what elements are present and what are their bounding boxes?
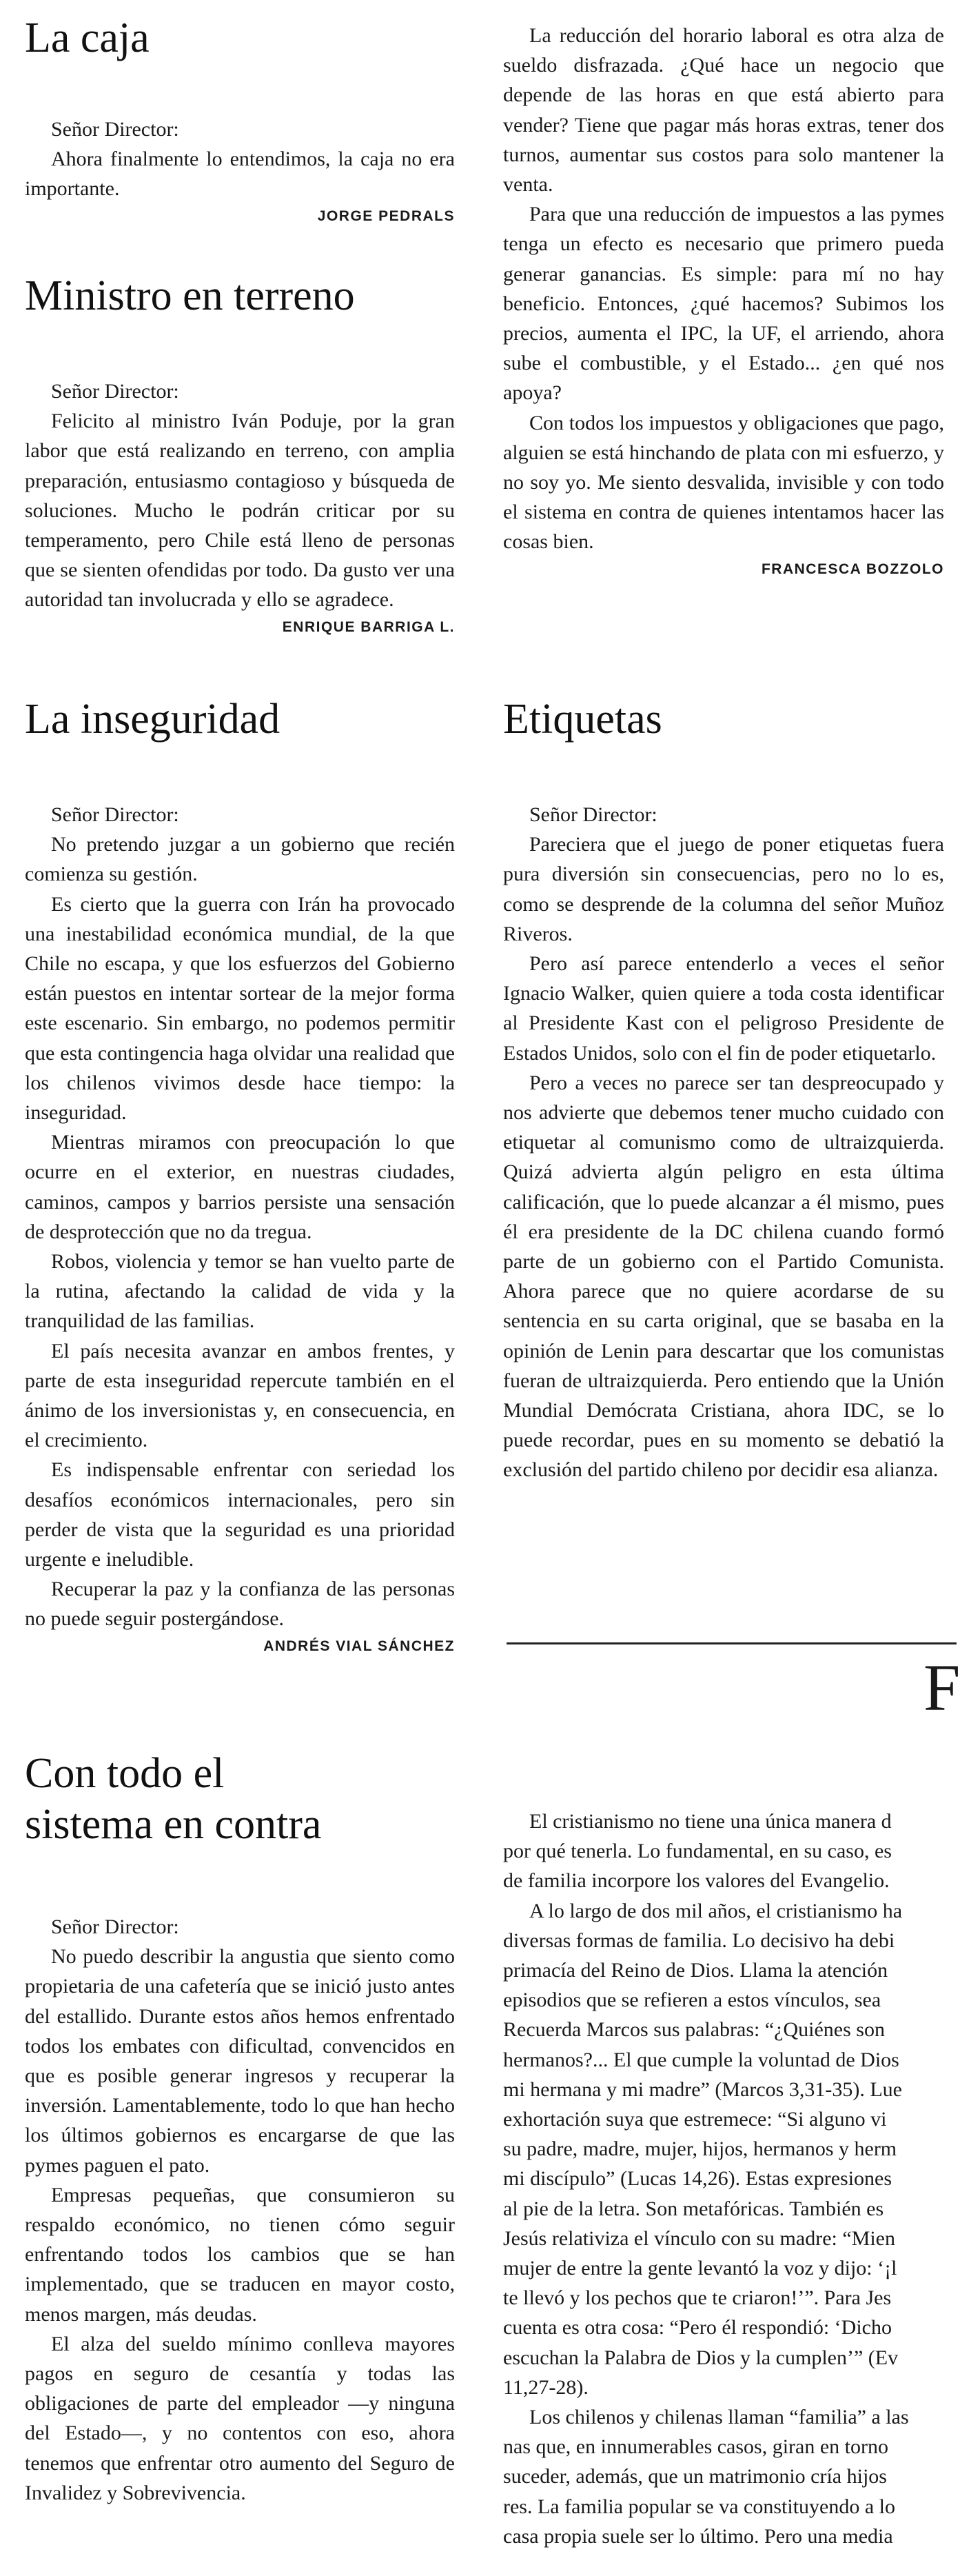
column-line: escuchan la Palabra de Dios y la cumplen’” (Ev <box>503 2346 899 2369</box>
salutation: Señor Director: <box>51 803 179 826</box>
letter-la-caja <box>25 12 455 225</box>
column-line: diversas formas de familia. Lo decisivo ha debi <box>503 1929 895 1952</box>
paragraph: Mientras miramos con preocupación lo que ocurre en el exterior, en nuestras ciudades, caminos, campos y barrios persiste una sensación de desprotección que no da tregua. <box>25 1131 455 1243</box>
salutation: Señor Director: <box>51 1915 179 1938</box>
column-line: A lo largo de dos mil años, el cristianismo ha <box>529 1899 903 1922</box>
paragraph: No puedo describir la angustia que siento como propietaria de una cafetería que se inició justo antes del estallido. Durante estos años hemos enfrentado todos los embates con dificultad, convencidos en que es posible generar ingresos y recuperar la inversión. Lamentablemente, todo lo que han hecho los últimos gobiernos es encargarse de que las pymes paguen el pato. <box>25 1945 455 2177</box>
column-piece <box>503 1807 957 2576</box>
column-line: mi discípulo” (Lucas 14,26). Estas expresiones <box>503 2167 892 2191</box>
column-line: Recuerda Marcos sus palabras: “¿Quiénes son <box>503 2018 885 2042</box>
column-line: mi hermana y mi madre” (Marcos 3,31-35). Lue <box>503 2077 902 2101</box>
signature: ANDRÉS VIAL SÁNCHEZ <box>263 1638 455 1654</box>
column-line: Jesús relativiza el vínculo con su madre: “Mien <box>503 2226 895 2250</box>
column-line: El cristianismo no tiene una única manera d <box>529 1810 892 1833</box>
column-line: episodios que se refieren a estos vínculos, sea <box>503 1989 881 2012</box>
paragraph: El alza del sueldo mínimo conlleva mayores pagos en seguro de cesantía y todas las obligaciones de parte del empleador —y ninguna del Estado—, y no contentos con eso, ahora tenemos que enfrentar otro aumento del Seguro de Invalidez y Sobrevivencia. <box>25 2332 455 2504</box>
letter-title: La caja <box>25 14 150 61</box>
column-line: primacía del Reino de Dios. Llama la atención <box>503 1959 888 1982</box>
paragraph: Con todos los impuestos y obligaciones que pago, alguien se está hinchando de plata con mi esfuerzo, y no soy yo. Me siento desvalida, invisible y con todo el sistema en contra de quienes intentamos hacer las cosas bien. <box>503 411 944 554</box>
paragraph: Pero así parece entenderlo a veces el señor Ignacio Walker, quien quiere a toda costa identificar al Presidente Kast con el peligroso Presidente de Estados Unidos, solo con el fin de poder etiquetarlo. <box>503 952 944 1065</box>
column-line: hermanos?... El que cumple la voluntad de Dios <box>503 2048 899 2071</box>
column-body <box>503 1807 957 2551</box>
paragraph: Es indispensable enfrentar con seriedad los desafíos económicos internacionales, pero sin perder de vista que la seguridad es una prioridad urgente e ineludible. <box>25 1458 455 1571</box>
column-line: casa propia suele ser lo último. Pero una media <box>503 2524 893 2548</box>
letter-la-inseguridad <box>25 694 455 1655</box>
column-heading-fragment: F <box>923 1651 960 1724</box>
letter-title-line: Con todo el <box>25 1750 225 1797</box>
paragraph: La reducción del horario laboral es otra alza de sueldo disfrazada. ¿Qué hace un negocio que depende de las horas en que está abierto para vender? Tiene que pagar más horas extras, tener dos turnos, aumentar sus costos para solo mantener la venta. <box>503 24 944 197</box>
column-line: su padre, madre, mujer, hijos, hermanos y herm <box>503 2137 897 2161</box>
letter-ministro-en-terreno <box>25 270 455 636</box>
column-line: de familia incorpore los valores del Evangelio. <box>503 1869 890 1893</box>
letter-continuation <box>503 21 944 578</box>
section-divider <box>507 1642 957 1644</box>
paragraph: Robos, violencia y temor se han vuelto parte de la rutina, afectando la calidad de vida y la tranquilidad de las familias. <box>25 1250 455 1333</box>
column-line: 11,27-28). <box>503 2375 589 2399</box>
salutation: Señor Director: <box>51 118 179 141</box>
column-line: te llevó y los pechos que te criaron!’”. Para Jes <box>503 2286 892 2310</box>
paragraph: Pero a veces no parece ser tan despreocupado y nos advierte que debemos tener mucho cuidado con etiquetar al comunismo como de ultraizquierda. Quizá advierta algún peligro en esta última calificación, que lo puede alcanzar a él mismo, pues él era presidente de la DC chilena cuando formó parte de un gobierno con el Partido Comunista. Ahora parece que no quiere acordarse de su sentencia en su carta original, que se basaba en la opinión de Lenin para descartar que los comunistas fueran de ultraizquierda. Pero entiendo que la Unión Mundial Demócrata Cristiana, ahora IDC, se lo puede recordar, pues en su momento se debatió la exclusión del partido chileno por decidir esa alianza. <box>503 1071 944 1482</box>
signature: JORGE PEDRALS <box>317 208 455 224</box>
letter-title: La inseguridad <box>25 696 280 743</box>
paragraph: Felicito al ministro Iván Poduje, por la gran labor que está realizando en terreno, con amplia preparación, entusiasmo contagioso y búsqueda de soluciones. Mucho le podrán criticar por su temperamento, pero Chile está lleno de personas que se sienten ofendidas por todo. Da gusto ver una autoridad tan involucrada y ello se agradece. <box>25 410 455 612</box>
letter-con-todo-el-sistema <box>25 1748 455 2508</box>
letter-etiquetas <box>503 694 944 1485</box>
paragraph: Ahora finalmente lo entendimos, la caja no era importante. <box>25 148 455 201</box>
letter-title <box>25 1748 455 1850</box>
column-line: suceder, además, que un matrimonio cría hijos <box>503 2465 887 2488</box>
paragraph: No pretendo juzgar a un gobierno que recién comienza su gestión. <box>25 833 455 886</box>
paragraph: Recuperar la paz y la confianza de las personas no puede seguir postergándose. <box>25 1578 455 1631</box>
salutation: Señor Director: <box>529 803 657 826</box>
paragraph: Empresas pequeñas, que consumieron su respaldo económico, no tienen cómo seguir enfrentando todos los cambios que se han implementado, que se traducen en mayor costo, menos margen, más deudas. <box>25 2183 455 2326</box>
signature: ENRIQUE BARRIGA L. <box>282 618 455 635</box>
paragraph: Para que una reducción de impuestos a las pymes tenga un efecto es necesario que primero pueda generar ganancias. Es simple: para mí no hay beneficio. Entonces, ¿qué hacemos? Subimos los precios, aumenta el IPC, la UF, el arriendo, ahora sube el combustible, y el Estado... ¿en qué nos apoya? <box>503 203 944 405</box>
column-line: exhortación suya que estremece: “Si alguno vi <box>503 2108 887 2131</box>
column-line: cuenta es otra cosa: “Pero él respondió: ‘Dicho <box>503 2316 892 2339</box>
paragraph: Es cierto que la guerra con Irán ha provocado una inestabilidad económica mundial, de la que Chile no escapa, y que los esfuerzos del Gobierno están puestos en intentar sortear de la mejor forma este escenario. Sin embargo, no podemos permitir que esta contingencia haga olvidar una realidad que los chilenos vivimos desde hace tiempo: la inseguridad. <box>25 892 455 1125</box>
signature: FRANCESCA BOZZOLO <box>761 561 944 577</box>
column-line: mujer de entre la gente levantó la voz y dijo: ‘¡l <box>503 2257 897 2280</box>
paragraph: El país necesita avanzar en ambos frentes, y parte de esta inseguridad repercute también en el ánimo de los inversionistas y, en consecuencia, en el crecimiento. <box>25 1339 455 1452</box>
letter-title: Etiquetas <box>503 696 662 743</box>
column-line: Los chilenos y chilenas llaman “familia” a las <box>529 2406 909 2429</box>
column-line: res. La familia popular se va constituyendo a lo <box>503 2495 895 2518</box>
letter-title: Ministro en terreno <box>25 272 355 319</box>
salutation: Señor Director: <box>51 380 179 403</box>
paragraph: Pareciera que el juego de poner etiquetas fuera pura diversión sin consecuencias, pero no lo es, como se desprende de la columna del señor Muñoz Riveros. <box>503 833 944 945</box>
column-line: al pie de la letra. Son metafóricas. También es <box>503 2197 884 2220</box>
column-line: por qué tenerla. Lo fundamental, en su caso, es <box>503 1840 892 1863</box>
column-line: nas que, en innumerables casos, giran en torno <box>503 2435 888 2459</box>
letter-title-line: sistema en contra <box>25 1801 322 1848</box>
